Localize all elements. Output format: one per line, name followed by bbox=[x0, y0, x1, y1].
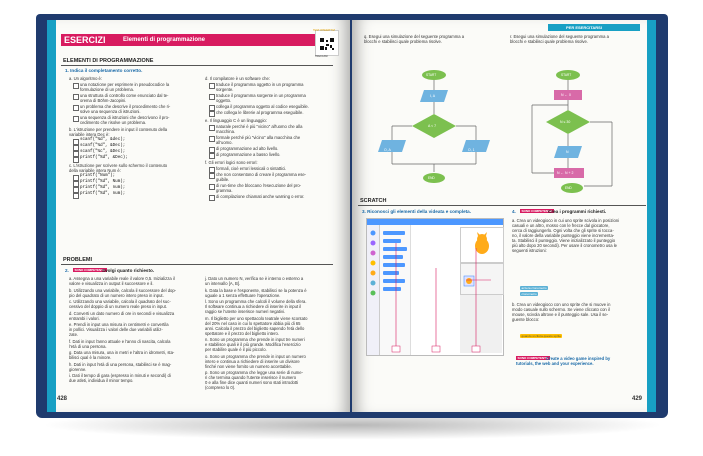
page-edge-stripe-left bbox=[47, 20, 56, 412]
answer-checkbox[interactable] bbox=[73, 105, 79, 111]
flow-q-input-label: I, A bbox=[430, 94, 436, 98]
scratch-block-timer: cronometro bbox=[521, 292, 537, 296]
code-option: scanf("%d", &dec); bbox=[80, 138, 126, 142]
problem-item: b. Utilizzando una variabile, calcola il successore del dop- bbox=[69, 287, 177, 293]
answer-option: cedimento che risolve un problema. bbox=[80, 120, 147, 125]
answer-checkbox[interactable] bbox=[209, 153, 215, 159]
question-4b-line: mouse, scivola altrove e il punteggio sale. Usa il se- bbox=[512, 312, 609, 317]
problem-item: m. Il biglietto per uno spettacolo teatrale viene scontato bbox=[205, 315, 308, 321]
answer-option: un problema che descrive il procedimento che ri- bbox=[80, 104, 171, 109]
qr-label-bottom: TRECCANI bbox=[315, 55, 328, 58]
problem-item: e stabilisce quali è il più grande. Modifica l'esercizio bbox=[205, 342, 301, 347]
flow-output-right bbox=[462, 140, 490, 152]
problem-item: g. Data una misura, una in metri e l'altra in idrometri, sta- bbox=[69, 350, 175, 355]
answer-option: di programmazione a basso livello. bbox=[216, 152, 281, 157]
question-3: 3. Riconosci gli elementi della videata e completa. bbox=[362, 209, 472, 214]
problem-item: del 20% nel caso in cui lo spettatore abbia più di 65 bbox=[205, 320, 301, 326]
qr-label-top: TEST INTERATTIVI bbox=[313, 29, 336, 32]
problem-item: n. Sono un programma che prende in input tre numeri bbox=[205, 337, 305, 342]
answer-checkbox[interactable] bbox=[209, 184, 215, 190]
problem-item: o. Sono un programma che prende in input un numero bbox=[205, 353, 306, 359]
problem-item: zate. bbox=[69, 332, 79, 337]
answer-checkbox[interactable] bbox=[73, 83, 79, 89]
answer-option: sorgente. bbox=[216, 87, 234, 92]
section-title-scratch: SCRATCH bbox=[360, 198, 387, 204]
question-r-line: r. Esegui una simulazione del seguente programma a bbox=[510, 34, 609, 39]
problem-item: l. Sono un programma che calcoli il volume della sfera. bbox=[205, 299, 307, 304]
question-4b-line: b. Crea un videogioco con uno sprite che si muove in bbox=[512, 302, 611, 307]
question-2-text: Svolgi quanto richiesto. bbox=[102, 268, 155, 273]
question-1e-intro: e. Il linguaggio C è un linguaggio: bbox=[205, 118, 267, 123]
question-1b-intro: b. L'istruzione per prendere in input il contenuto della bbox=[69, 127, 168, 132]
question-5-line: Create a video game inspired by bbox=[546, 356, 611, 361]
answer-option: solve una sequenza di istruzioni. bbox=[80, 109, 141, 114]
flow-r-assign1-label: N ← 0 bbox=[561, 93, 571, 97]
answer-option: all'uomo. bbox=[216, 140, 233, 145]
exercise-header-title: ESERCIZI bbox=[64, 35, 106, 45]
problem-item: intero e continua a richiedere di inserire un divisore bbox=[205, 358, 300, 364]
divider bbox=[61, 264, 333, 265]
question-4b-line: modo casuale sullo schermo. Se viene cliccato con il bbox=[512, 307, 610, 312]
answer-option: traduce il programma sorgente in un programma bbox=[216, 93, 306, 98]
divider bbox=[61, 65, 333, 66]
problem-item: (compreso lo 0). bbox=[205, 385, 236, 390]
code-option: printf("%d", num); bbox=[80, 186, 126, 190]
page-number-right: 429 bbox=[632, 396, 643, 402]
problem-item: d. Converti un dato numero di ore in secondi e visualizza bbox=[69, 310, 175, 316]
answer-option: guibile. bbox=[216, 177, 230, 182]
answer-option: traduce il programma oggetto in un programma bbox=[216, 82, 304, 87]
flow-output-left bbox=[378, 140, 406, 152]
answer-option: che collega le librerie al programma eseguibile. bbox=[216, 110, 304, 115]
answer-option: naturale perché è più "vicino" all'uomo che alla bbox=[216, 124, 303, 129]
answer-option: macchina. bbox=[216, 129, 236, 134]
answer-option: di compilazione chiamati anche warning o error. bbox=[216, 194, 305, 199]
problem-item: uguale a 1 senza effettuare l'operazione. bbox=[205, 292, 281, 298]
answer-option: oggetto. bbox=[216, 98, 232, 103]
answer-option: collega il programma oggetto al codice eseguibile. bbox=[216, 104, 309, 109]
problem-item: anni. Calcola il prezzo del biglietto sapendo l'età dello bbox=[205, 325, 305, 331]
answer-checkbox[interactable] bbox=[209, 173, 215, 179]
flow-q-end-label: END bbox=[428, 176, 435, 180]
question-1f-intro: f. Gli errori logici sono errori: bbox=[205, 160, 258, 165]
flow-q-out-left-label: O, A bbox=[384, 148, 391, 152]
question-1a-intro: a. Un algoritmo è: bbox=[69, 76, 103, 81]
question-5-line: tutorials, the web and your experience. bbox=[516, 361, 594, 366]
right-page bbox=[352, 20, 656, 412]
flow-r-cond-label: N ≤ 30 bbox=[560, 120, 571, 124]
problem-item: l'età di una persona. bbox=[69, 343, 107, 349]
question-1c-intro: c. L'istruzione per scrivere sullo schermo il contenuto bbox=[69, 163, 168, 168]
flow-q-start-label: START bbox=[426, 73, 437, 77]
flow-q-cond-label: A < 7 bbox=[428, 124, 437, 128]
question-q-line: blocchi e stabilisci quale problema risolve. bbox=[364, 39, 442, 44]
answer-option: formale perché più "vicino" alla macchina che bbox=[216, 135, 301, 140]
question-4a-line: a. Crea un videogioco in cui uno sprite scivola in posizioni bbox=[512, 218, 620, 223]
code-option: printf("%d", num); bbox=[80, 192, 126, 196]
answer-checkbox[interactable] bbox=[73, 157, 79, 163]
answer-checkbox[interactable] bbox=[209, 125, 215, 131]
flow-r-start-label: START bbox=[561, 73, 572, 77]
code-option: printf("%d", &Dec); bbox=[80, 156, 128, 160]
qr-code[interactable] bbox=[315, 30, 339, 56]
flow-r-end-label: END bbox=[565, 186, 572, 190]
question-4a-line: ta. Stabilisci il punteggio. Viene inizializzato il punteggio bbox=[512, 238, 616, 243]
question-r-line: blocchi e stabilisci quale problema risolve. bbox=[510, 39, 588, 44]
problem-item: p. Sono un programma che legge una serie di nume- bbox=[205, 370, 303, 375]
problem-item: un intervallo [A, B]. bbox=[205, 281, 241, 286]
answer-checkbox[interactable] bbox=[73, 193, 79, 199]
question-4a-line: cerca di raggiungerlo. Ogni volta che gli sprite si tocca- bbox=[512, 228, 614, 233]
answer-option: formali, cioè errori lessicali o sintattici. bbox=[216, 166, 287, 171]
problem-item: due atleti, individua il minor tempo. bbox=[69, 378, 134, 383]
question-4a-line: no, il valore della variabile punteggio viene incrementa- bbox=[512, 233, 615, 238]
problem-item: giorenne. bbox=[69, 366, 87, 372]
problem-item: a. Assegna a una variabile reale il valore 0,5. Inizializza il bbox=[69, 276, 175, 281]
question-4a-line: seguenti istruzioni: bbox=[512, 248, 547, 253]
answer-option: orema di Böhm-Jacopini. bbox=[80, 98, 127, 103]
answer-option: gramma. bbox=[216, 188, 233, 193]
answer-option: una notazione per esprimere in pseudocodice la bbox=[80, 82, 170, 87]
section-title-problems: PROBLEMI bbox=[63, 257, 93, 263]
problem-item: valore e visualizza in output il successore e il. bbox=[69, 281, 154, 286]
left-page bbox=[47, 20, 350, 412]
problem-item: h. Dati in input l'età di una persona, stabilisci se è mag- bbox=[69, 361, 172, 367]
answer-option: formulazione di un problema. bbox=[80, 87, 135, 92]
problem-item: 0 e alla fine dice quanti numeri sono stati introdotti bbox=[205, 380, 299, 385]
answer-checkbox[interactable] bbox=[209, 195, 215, 201]
code-option: printf("Num"); bbox=[80, 174, 116, 178]
divider bbox=[358, 205, 646, 206]
flow-q-out-right-label: O, 1 bbox=[468, 148, 475, 152]
section-title-elements: ELEMENTI DI PROGRAMMAZIONE bbox=[63, 58, 154, 64]
problem-item: k. Data la base e l'esponente, stabilisci se la potenza è bbox=[205, 287, 307, 293]
problem-item: f. Dati in input l'anno attuale e l'anno di nascita, calcola bbox=[69, 338, 171, 344]
code-option: scanf("%d", &Dec); bbox=[80, 144, 126, 148]
competence-badge: SONO COMPETENTE bbox=[521, 209, 553, 213]
question-4a-line: casuali e un altro, mosso con le frecce dal giocatore, bbox=[512, 223, 610, 228]
code-option: printf("%d", Num); bbox=[80, 180, 126, 184]
page-edge-stripe-right bbox=[647, 20, 656, 412]
question-1: 1. Indica il completamento corretto. bbox=[65, 68, 143, 73]
problem-item: j. Dato un numero N, verifica se è interno o esterno a bbox=[205, 276, 304, 281]
problem-item: cessivo del doppio di un numero reale preso in input. bbox=[69, 304, 168, 309]
answer-checkbox[interactable] bbox=[209, 136, 215, 142]
question-4b-line: guente blocco: bbox=[512, 317, 540, 322]
question-q-line: q. Esegui una simulazione del seguente programma a bbox=[364, 34, 465, 39]
problem-item: e. Prendi in input una misura in centimetri e convertila bbox=[69, 322, 169, 327]
annotation-lines bbox=[366, 218, 506, 358]
problem-item: spettatore e il prezzo del biglietto intero. bbox=[205, 330, 280, 336]
problem-item: i. Dati il tempo di gara (espresso in minuti e secondi) di bbox=[69, 373, 171, 378]
answer-checkbox[interactable] bbox=[209, 111, 215, 117]
problem-item: c. Utilizzando una variabile, calcola il quadrato del suc- bbox=[69, 299, 171, 304]
question-1b-intro: variabile intera Dec è: bbox=[69, 132, 110, 137]
problem-item: ri che termina quando l'utente inserisce il numero bbox=[205, 375, 297, 380]
question-1d-intro: d. Il compilatore è un software che: bbox=[205, 76, 270, 81]
answer-option: una sequenza di istruzioni che descrivono il pro- bbox=[80, 115, 170, 120]
problem-item: finché non viene fornito un numero accettabile. bbox=[205, 363, 292, 369]
answer-checkbox[interactable] bbox=[73, 94, 79, 100]
answer-checkbox[interactable] bbox=[73, 116, 79, 122]
problem-item: pio del quadrato di un numero intero preso in input. bbox=[69, 292, 164, 298]
flow-r-assign2-label: N ← N + 2 bbox=[557, 171, 574, 175]
competence-badge: SONO COMPETENTE bbox=[517, 356, 549, 360]
problem-item: per stabilire quale è il più piccolo. bbox=[205, 347, 267, 352]
exercise-header-subtitle: Elementi di programmazione bbox=[123, 37, 206, 43]
problem-item: in pollici. Visualizza i valori delle due variabili utiliz- bbox=[69, 327, 163, 332]
code-option: scanf("%c", &Dec); bbox=[80, 150, 126, 154]
question-2-number: 2. bbox=[65, 268, 69, 273]
problem-item: bilisci qual è la minore. bbox=[69, 355, 112, 360]
answer-option: che non consentono di creare il programma ese- bbox=[216, 172, 307, 177]
problem-item: Il software continua a richiedere di inserire in input il bbox=[205, 304, 302, 309]
flowchart-r bbox=[522, 68, 632, 198]
scratch-block-reset-timer: azzera cronometro bbox=[521, 286, 547, 290]
answer-option: di programmazione ad alto livello. bbox=[216, 146, 279, 151]
problem-item: raggio se l'utente inserisce numeri negativi. bbox=[205, 309, 286, 314]
flow-r-output-label: N bbox=[566, 150, 569, 154]
page-number-left: 428 bbox=[57, 396, 68, 402]
competence-badge: SONO COMPETENTE bbox=[74, 268, 106, 272]
problem-item: entrambi i valori. bbox=[69, 315, 100, 321]
question-1c-intro: della variabile intera Num è: bbox=[69, 168, 121, 173]
answer-option: di run-time che bloccano l'esecuzione del pro- bbox=[216, 183, 302, 188]
question-4-text: Crea i programmi richiesti. bbox=[548, 209, 607, 214]
question-4-number: 4. bbox=[512, 209, 516, 214]
answer-checkbox[interactable] bbox=[209, 94, 215, 100]
question-4a-line: più alto dopo 20 secondi). Per usare il cronometro usa le bbox=[512, 243, 617, 248]
answer-checkbox[interactable] bbox=[209, 83, 215, 89]
running-head: PER ESERCITARSI bbox=[566, 25, 602, 30]
scratch-block-when-clicked: quando si clicca questo sprite bbox=[521, 334, 561, 338]
answer-option: una struttura di controllo come enunciato dal te- bbox=[80, 93, 169, 98]
